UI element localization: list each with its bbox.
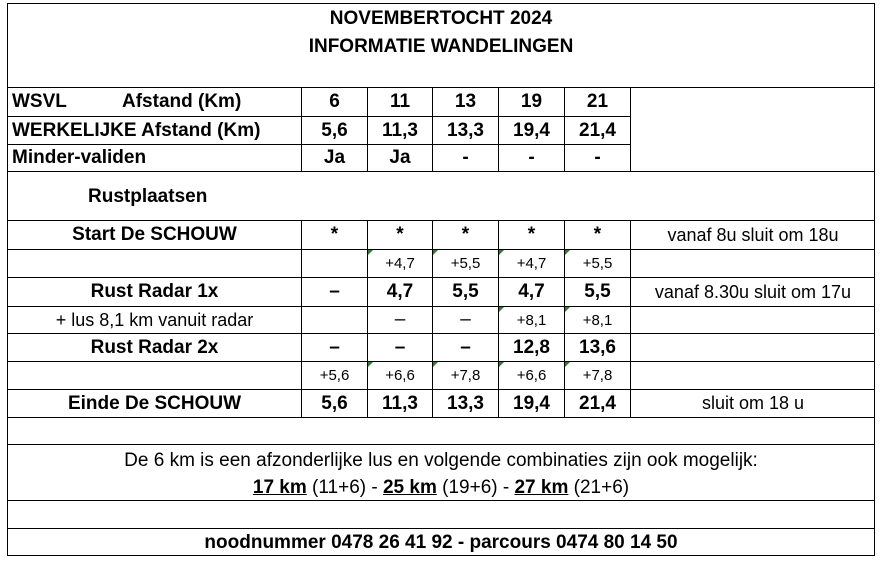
- title-sub: INFORMATIE WANDELINGEN: [308, 36, 574, 57]
- cell-marker: [433, 250, 438, 255]
- minder-validen-label: Minder-validen: [12, 147, 147, 168]
- radar1-cell: 5,5: [584, 281, 611, 302]
- combo-separator: -: [497, 477, 515, 498]
- cell-marker: [368, 250, 373, 255]
- distance-cell: 21: [586, 91, 609, 112]
- accessibility-cell: Ja: [323, 147, 346, 168]
- rustplaatsen-heading: Rustplaatsen: [88, 186, 208, 207]
- cell-marker: [565, 307, 570, 312]
- combo-km: 25 km: [382, 477, 437, 498]
- wsvl-label: WSVL: [12, 91, 67, 112]
- cell-marker: [499, 362, 504, 367]
- radar1-label: Rust Radar 1x: [90, 281, 219, 302]
- radar2-cell: 12,8: [513, 336, 550, 358]
- actual-distance-cell: 5,6: [321, 119, 348, 141]
- radar1-cell: 4,7: [518, 281, 545, 302]
- increment-cell: +5,6: [319, 367, 350, 384]
- lus-cell: –: [394, 309, 406, 330]
- increment-cell: +6,6: [385, 367, 415, 384]
- grid-line: [7, 417, 875, 418]
- actual-distance-cell: 21,4: [579, 119, 616, 141]
- cell-marker: [433, 362, 438, 367]
- radar1-cell: 5,5: [452, 281, 479, 302]
- accessibility-cell: Ja: [389, 147, 411, 168]
- increment-cell: +4,7: [385, 255, 415, 272]
- radar1-cell: 4,7: [386, 281, 414, 302]
- lus-label: + lus 8,1 km vanuit radar: [55, 309, 254, 330]
- title-main: NOVEMBERTOCHT 2024: [329, 8, 553, 29]
- grid-line: [630, 220, 631, 417]
- combinations-line: [7, 475, 875, 501]
- cell-marker: [368, 362, 373, 367]
- accessibility-cell: -: [528, 147, 535, 168]
- accessibility-cell: -: [462, 147, 469, 168]
- einde-cell: 11,3: [382, 392, 418, 414]
- combo-detail: (21+6): [573, 477, 630, 498]
- radar2-label: Rust Radar 2x: [90, 336, 219, 358]
- distance-cell: 11: [389, 91, 411, 112]
- increment-cell: +6,6: [516, 367, 547, 384]
- grid-line: [7, 171, 875, 172]
- lus-cell: +8,1: [516, 311, 547, 329]
- combo-km: 27 km: [514, 477, 569, 498]
- distance-cell: 19: [520, 91, 543, 112]
- radar2-cell: 13,6: [579, 336, 616, 358]
- grid-line: [7, 528, 875, 529]
- einde-note: sluit om 18 u: [701, 393, 805, 413]
- afstand-label: Afstand (Km): [122, 91, 242, 112]
- lus-cell: –: [460, 309, 471, 330]
- radar1-note: vanaf 8.30u sluit om 17u: [654, 281, 852, 302]
- increment-cell: +4,7: [516, 255, 547, 272]
- einde-label: Einde De SCHOUW: [67, 392, 242, 414]
- start-note: vanaf 8u sluit om 18u: [667, 224, 839, 245]
- start-cell: *: [593, 224, 602, 245]
- increment-cell: +7,8: [450, 367, 481, 384]
- actual-distance-cell: 11,3: [382, 119, 418, 141]
- cell-marker: [565, 250, 570, 255]
- emergency-phone-footer: noodnummer 0478 26 41 92 - parcours 0474 80 14 50: [204, 532, 678, 553]
- distance-cell: 13: [454, 91, 477, 112]
- actual-distance-cell: 13,3: [447, 119, 484, 141]
- increment-cell: +7,8: [582, 367, 613, 384]
- info-line: De 6 km is een afzonderlijke lus en volgende combinaties zijn ook mogelijk:: [124, 450, 758, 471]
- combo-separator: -: [366, 477, 383, 498]
- radar2-cell: –: [394, 336, 406, 358]
- increment-cell: +5,5: [450, 255, 481, 272]
- grid-line: [7, 444, 875, 445]
- cell-marker: [565, 362, 570, 367]
- cell-marker: [499, 307, 504, 312]
- radar1-cell: –: [329, 281, 340, 302]
- lus-cell: +8,1: [582, 311, 613, 329]
- einde-cell: 19,4: [513, 392, 550, 414]
- cell-marker: [499, 250, 504, 255]
- werkelijk-label: WERKELIJKE Afstand (Km): [12, 119, 261, 141]
- start-cell: *: [396, 224, 404, 245]
- accessibility-cell: -: [594, 147, 601, 168]
- distance-cell: 6: [329, 91, 340, 112]
- actual-distance-cell: 19,4: [513, 119, 550, 141]
- start-cell: *: [461, 224, 470, 245]
- start-cell: *: [527, 224, 536, 245]
- combo-km: 17 km: [252, 477, 307, 498]
- increment-cell: +5,5: [582, 255, 613, 272]
- start-label: Start De SCHOUW: [72, 224, 237, 245]
- radar2-cell: –: [460, 336, 471, 358]
- combo-detail: (19+6): [442, 477, 498, 498]
- start-cell: *: [330, 224, 339, 245]
- radar2-cell: –: [329, 336, 340, 358]
- einde-cell: 13,3: [447, 392, 484, 414]
- grid-line: [630, 87, 631, 171]
- einde-cell: 21,4: [579, 392, 616, 414]
- combo-detail: (11+6): [312, 477, 367, 498]
- einde-cell: 5,6: [321, 392, 348, 414]
